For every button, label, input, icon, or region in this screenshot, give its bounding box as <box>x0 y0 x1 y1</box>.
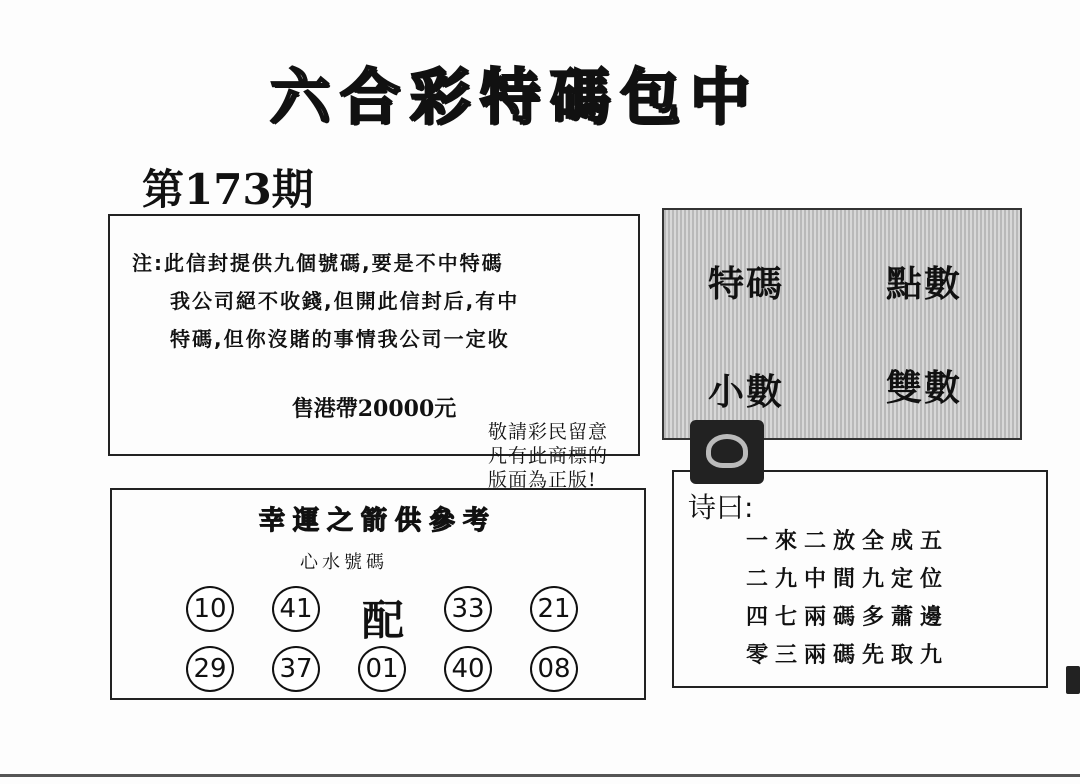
poem-line: 四七兩碼多蕭邊 <box>746 604 950 630</box>
panel-item-special: 特碼 <box>708 264 785 305</box>
issue-number: 第173期 <box>142 165 314 214</box>
trademark-line: 凡有此商標的 <box>488 445 609 467</box>
poem-box <box>672 470 1048 688</box>
number-ball: 29 <box>186 646 234 692</box>
notice-line: 注:此信封提供九個號碼,要是不中特碼 <box>132 251 504 275</box>
panel-item-small: 小數 <box>708 372 785 413</box>
page-title: 六合彩特碼包中 <box>270 63 760 133</box>
pairing-mark: 配 <box>362 596 405 645</box>
number-ball: 10 <box>186 586 234 632</box>
number-ball: 08 <box>530 646 578 692</box>
notice-text <box>132 244 622 358</box>
poem-line: 二九中間九定位 <box>746 566 950 592</box>
notice-line: 特碼,但你沒賭的事情我公司一定收 <box>170 327 510 351</box>
number-type-panel <box>662 208 1022 440</box>
trademark-line: 版面為正版! <box>488 469 597 491</box>
number-ball: 41 <box>272 586 320 632</box>
poem-line: 一來二放全成五 <box>746 528 950 554</box>
lucky-numbers-box <box>110 488 646 700</box>
panel-item-points: 點數 <box>886 264 963 305</box>
trademark-line: 敬請彩民留意 <box>488 421 609 443</box>
scan-edge-mark <box>1066 666 1080 694</box>
number-ball: 40 <box>444 646 492 692</box>
lucky-heading: 幸運之箭供參考 <box>258 506 497 536</box>
number-ball: 37 <box>272 646 320 692</box>
number-ball: 01 <box>358 646 406 692</box>
panel-item-even: 雙數 <box>886 368 963 409</box>
price-text: 售港帶20000元 <box>291 396 457 422</box>
poem-title: 诗曰: <box>688 491 754 524</box>
poem-line: 零三兩碼先取九 <box>746 642 950 668</box>
number-ball: 33 <box>444 586 492 632</box>
trademark-notice <box>488 420 688 492</box>
number-ball: 21 <box>530 586 578 632</box>
lucky-subheading: 心水號碼 <box>300 552 388 573</box>
scan-edge-line <box>0 774 1080 777</box>
notice-line: 我公司絕不收錢,但開此信封后,有中 <box>170 289 520 313</box>
